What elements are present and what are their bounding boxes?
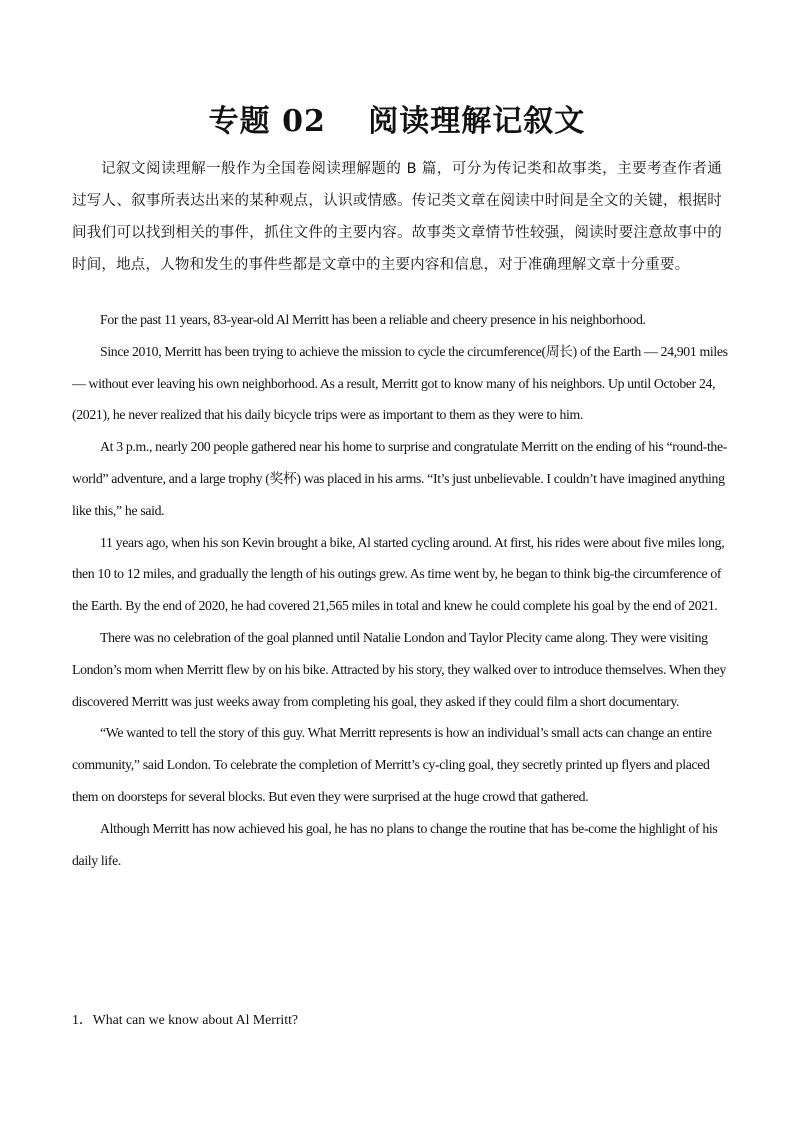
intro-paragraph: 记叙文阅读理解一般作为全国卷阅读理解题的 B 篇，可分为传记类和故事类，主要考查作者通过写人、叙事所表达出来的某种观点，认识或情感。传记类文章在阅读中时间是全文的关键，根据时间我们可以找到相关的事件，抓住文件的主要内容。故事类文章情节性较强，阅读时要注意故事中的时间，地点，人物和发生的事件些都是文章中的主要内容和信息，对于准确理解文章十分重要。 <box>72 161 722 273</box>
reading-passage <box>72 304 728 876</box>
page-title: 专题 02 阅读理解记叙文 <box>208 104 586 139</box>
passage-paragraph: Although Merritt has now achieved his goal, he has no plans to change the routine that has be-come the highlight of his daily life. <box>72 820 718 868</box>
passage-paragraph: At 3 p.m., nearly 200 people gathered near his home to surprise and congratulate Merritt on the ending of his “round-the-world” adventure, and a large trophy (奖杯) was placed in his arms. “It’s just unbelievable. I couldn’t have imagined anything like this,” he said. <box>72 439 727 518</box>
passage-paragraph: For the past 11 years, 83-year-old Al Merritt has been a reliable and cheery presence in his neighborhood. <box>100 312 646 327</box>
passage-paragraph: There was no celebration of the goal planned until Natalie London and Taylor Plecity came along. They were visiting London’s mom when Merritt flew by on his bike. Attracted by his story, they walked over to introduce themselves. When they discovered Merritt was just weeks away from completing his goal, they asked if they could film a short documentary. <box>72 629 726 709</box>
passage-paragraph: 11 years ago, when his son Kevin brought a bike, Al started cycling around. At first, his rides were about five miles long, then 10 to 12 miles, and gradually the length of his outings grew. As time went by, he began to think big-the circumference of the Earth. By the end of 2020, he had covered 21,565 miles in total and knew he could complete his goal by the end of 2021. <box>72 534 725 614</box>
passage-paragraph: Since 2010, Merritt has been trying to achieve the mission to cycle the circumference(周长) of the Earth — 24,901 miles — without ever leaving his own neighborhood. As a result, Merritt got to know many of his neighbors. Up until October 24, (2021), he never realized that his daily bicycle trips were as important to them as they were to him. <box>72 343 728 423</box>
question-1: 1．What can we know about Al Merritt? <box>72 1012 299 1027</box>
passage-paragraph: “We wanted to tell the story of this guy. What Merritt represents is how an individual’s small acts can change an entire community,” said London. To celebrate the completion of Merritt’s cy-cling goal, they secretly printed up flyers and placed them on doorsteps for several blocks. But even they were surprised at the huge crowd that gathered. <box>72 725 712 804</box>
